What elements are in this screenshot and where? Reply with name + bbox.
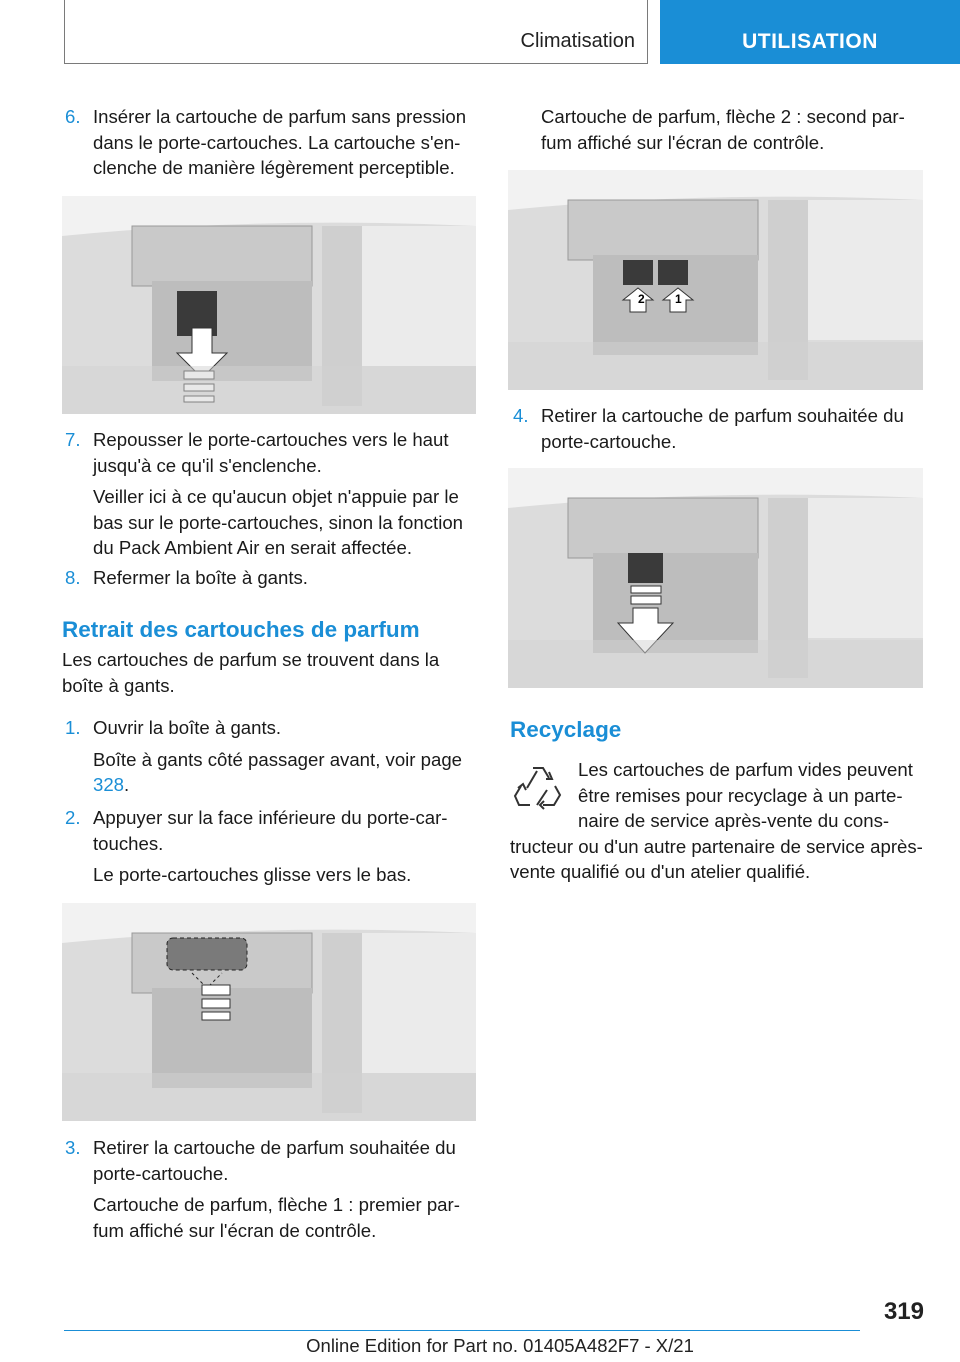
page-number: 319 xyxy=(883,1298,924,1325)
recycling-text: Les cartouches de parfum vides peuvent être remises pour recyclage à un parte-naire de service après-vente du cons-tructeur ou d'un autre partenaire de service après-vente qualifié ou d'un atelier qualifié. xyxy=(510,759,923,882)
step-number: 4. xyxy=(513,405,529,426)
step-4 xyxy=(510,403,924,460)
step-2 xyxy=(62,805,476,894)
step-note: Cartouche de parfum, flèche 1 : premier par-fum affiché sur l'écran de contrôle. xyxy=(93,1194,460,1241)
step-text: Appuyer sur la face inférieure du porte-car-touches. xyxy=(93,807,448,854)
page-link[interactable]: 328 xyxy=(93,774,125,795)
arrow-label-1: 1 xyxy=(675,292,682,306)
figure-holder-slides-down xyxy=(62,903,476,1121)
step-note: Boîte à gants côté passager avant, voir page 328. xyxy=(93,748,463,795)
step-text: Ouvrir la boîte à gants. xyxy=(93,717,282,738)
footer-divider xyxy=(64,1330,860,1331)
footer-edition: Online Edition for Part no. 01405A482F7 - X/21 xyxy=(306,1335,694,1356)
arrow-label-2: 2 xyxy=(638,292,645,306)
step-number: 6. xyxy=(65,106,81,127)
step-text: Repousser le porte-cartouches vers le haut jusqu'à ce qu'il s'enclenche. xyxy=(93,429,449,476)
section-intro: Les cartouches de parfum se trouvent dans la boîte à gants. xyxy=(62,649,440,696)
step-1 xyxy=(62,715,476,804)
chapter-tab xyxy=(660,0,960,64)
step-number: 3. xyxy=(65,1137,81,1158)
recycling-text-block xyxy=(510,757,924,885)
step-7 xyxy=(62,427,476,567)
step-text: Refermer la boîte à gants. xyxy=(93,567,308,588)
section-title: Climatisation xyxy=(520,30,635,52)
step-6 xyxy=(62,104,476,187)
step-number: 1. xyxy=(65,717,81,738)
figure-remove-cartridge xyxy=(508,468,923,688)
step-number: 8. xyxy=(65,567,81,588)
step-3 xyxy=(62,1135,476,1249)
step-note: Veiller ici à ce qu'aucun objet n'appuie par le bas sur le porte-cartouches, sinon la fonction du Pack Ambient Air en serait affectée. xyxy=(93,486,464,558)
step-number: 2. xyxy=(65,807,81,828)
figure-two-cartridges xyxy=(508,170,923,390)
section-heading: Retrait des cartouches de parfum xyxy=(62,617,420,642)
section-heading: Recyclage xyxy=(510,717,622,742)
header-section-box xyxy=(64,0,648,64)
step-number: 7. xyxy=(65,429,81,450)
step-text: Retirer la cartouche de parfum souhaitée du porte-cartouche. xyxy=(93,1137,456,1184)
figure-insert-cartridge xyxy=(62,196,476,414)
step-3-continued xyxy=(510,104,924,161)
section-removal xyxy=(62,617,476,698)
step-text: Retirer la cartouche de parfum souhaitée du porte-cartouche. xyxy=(541,405,904,452)
section-recycling xyxy=(510,717,924,743)
step-text: Insérer la cartouche de parfum sans pression dans le porte-cartouches. La cartouche s'en-clenche de manière légèrement perceptible. xyxy=(93,106,467,178)
step-8 xyxy=(62,565,476,597)
step-note: Le porte-cartouches glisse vers le bas. xyxy=(93,864,412,885)
step-note: Cartouche de parfum, flèche 2 : second par-fum affiché sur l'écran de contrôle. xyxy=(541,106,905,153)
chapter-title: UTILISATION xyxy=(742,30,878,53)
